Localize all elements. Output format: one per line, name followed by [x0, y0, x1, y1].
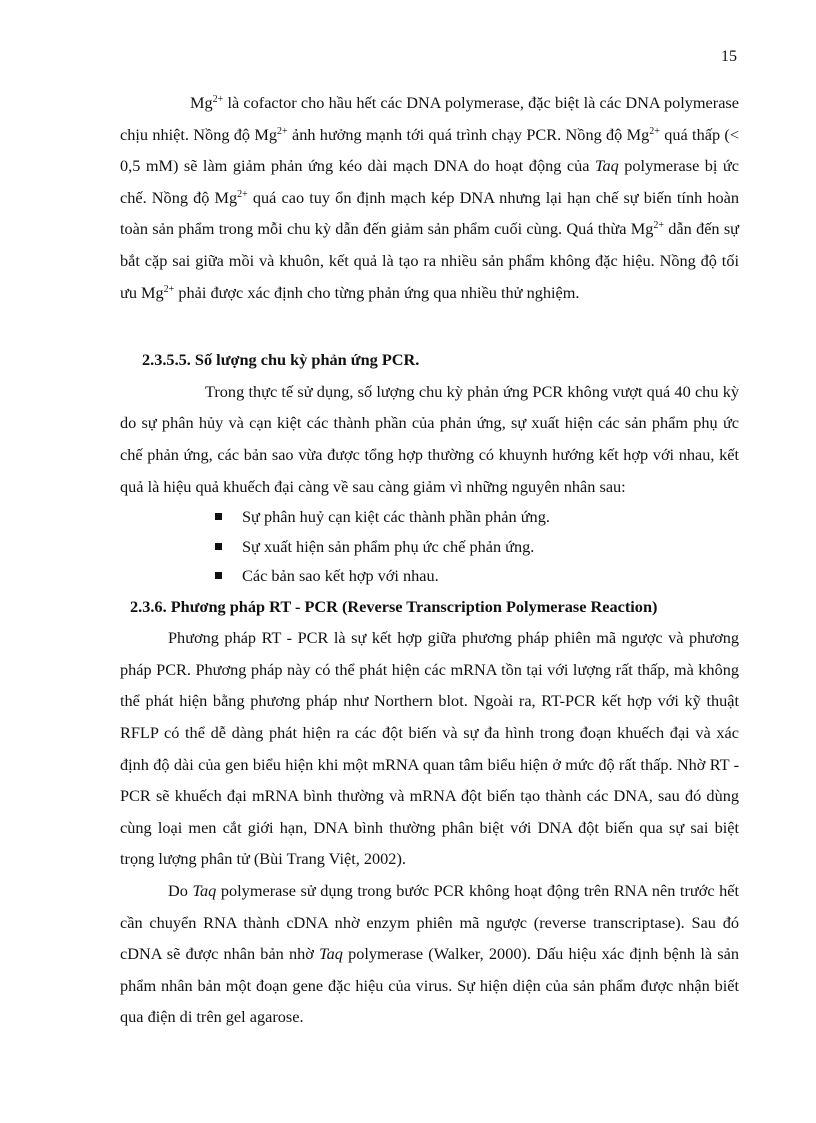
list-item [215, 561, 739, 591]
text-segment: dẫn đến sự bắt cặp sai giữa mồi và khuôn, kết quả là tạo ra nhiều sản phẩm không đặc hiệu. Nồng độ tối ưu Mg [120, 219, 740, 302]
list-item-text: Sự phân huỷ cạn kiệt các thành phần phản ứng. [242, 507, 550, 527]
text-segment: Mg [190, 93, 213, 112]
section-heading-2355: 2.3.5.5. Số lượng chu kỳ phản ứng PCR. [142, 350, 420, 370]
paragraph-rt-pcr: Phương pháp RT - PCR là sự kết hợp giữa phương pháp phiên mã ngược và phương pháp PCR. Phương pháp này có thể phát hiện các mRNA tồn tại với lượng rất thấp, mà không thể phát hiện bằng phương pháp như Northern blot. Ngoài ra, RT-PCR kết hợp với kỹ thuật RFLP có thể dễ dàng phát hiện ra các đột biến và sự đa hình trong đoạn khuếch đại và xác định độ dài của gen biểu hiện khi một mRNA quan tâm biểu hiện ở mức độ rất thấp. Nhờ RT - PCR sẽ khuếch đại mRNA bình thường và mRNA đột biến tạo thành các DNA, sau đó dùng cùng loại men cắt giới hạn, DNA bình thường phân biệt với DNA đột biến qua sự sai biệt trọng lượng phân tử (Bùi Trang Việt, 2002). [120, 628, 739, 869]
text-segment: là cofactor cho hầu hết các DNA polymerase, đặc biệt là các DNA polymerase chịu nhiệt. Nồng độ Mg [120, 93, 739, 144]
paragraph-taq-polymerase [120, 875, 739, 1033]
bullet-list [120, 502, 739, 591]
superscript: 2+ [649, 125, 660, 137]
text-segment: polymerase (Walker, 2000). Dấu hiệu xác định bệnh là sản phẩm nhân bản một đoạn gene đặc hiệu của virus. Sự hiện diện của sản phẩm được nhận biết qua điện di trên gel agarose. [120, 944, 739, 1027]
list-item [215, 532, 739, 562]
italic-term: Taq [192, 880, 217, 900]
square-bullet-icon [215, 513, 222, 520]
list-item-text: Sự xuất hiện sản phẩm phụ ức chế phản ứng. [242, 536, 535, 556]
superscript: 2+ [277, 125, 288, 137]
text-segment: ảnh hưởng mạnh tới quá trình chạy PCR. Nồng độ Mg [287, 124, 650, 144]
italic-term: Taq [319, 944, 343, 964]
text-segment: polymerase bị ức chế. Nồng độ Mg [120, 156, 739, 207]
section-heading-236: 2.3.6. Phương pháp RT - PCR (Reverse Transcription Polymerase Reaction) [130, 596, 658, 616]
square-bullet-icon [215, 572, 222, 579]
text-segment: phải được xác định cho từng phản ứng qua nhiều thử nghiệm. [174, 282, 580, 302]
paragraph-cycle-count: Trong thực tế sử dụng, số lượng chu kỳ phản ứng PCR không vượt quá 40 chu kỳ do sự phân hủy và cạn kiệt các thành phần của phản ứng, sự xuất hiện các sản phẩm phụ ức chế phản ứng, các bản sao vừa được tổng hợp thường có khuynh hướng kết hợp với nhau, kết quả là hiệu quả khuếch đại càng về sau càng giảm vì những nguyên nhân sau: [120, 381, 739, 496]
paragraph-mg-cofactor [120, 87, 739, 308]
section-spacer [120, 308, 739, 344]
text-segment: quá cao tuy ổn định mạch kép DNA nhưng lại hạn chế sự biến tính hoàn toàn sản phẩm trong mỗi chu kỳ dẫn đến giảm sản phẩm cuối cùng. Quá thừa Mg [120, 187, 739, 239]
italic-term: Taq [594, 156, 619, 176]
text-segment: quá thấp (< 0,5 mM) sẽ làm giảm phản ứng kéo dài mạch DNA do hoạt động của [120, 124, 740, 176]
superscript: 2+ [237, 188, 248, 200]
text-segment: polymerase sử dụng trong bước PCR không hoạt động trên RNA nên trước hết cần chuyển RNA thành cDNA nhờ enzym phiên mã ngược (reverse transcriptase). Sau đó cDNA sẽ được nhân bản nhờ [120, 880, 739, 964]
superscript: 2+ [212, 94, 224, 105]
superscript: 2+ [163, 283, 175, 295]
list-item [215, 502, 739, 532]
text-segment: Do [168, 880, 193, 900]
document-body [120, 87, 739, 1033]
page-number: 15 [721, 48, 737, 65]
square-bullet-icon [215, 543, 222, 550]
list-item-text: Các bản sao kết hợp với nhau. [242, 566, 439, 586]
superscript: 2+ [653, 220, 665, 232]
